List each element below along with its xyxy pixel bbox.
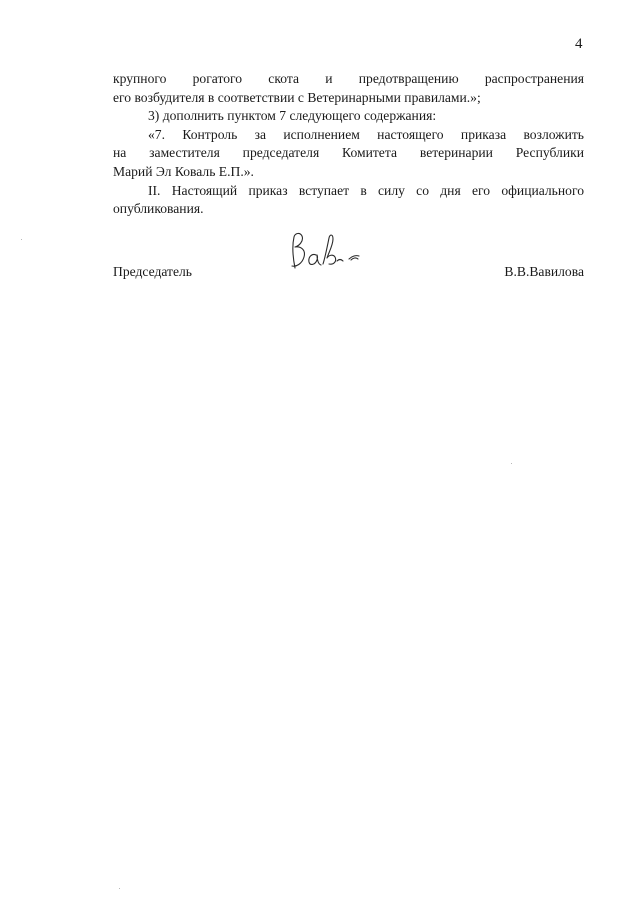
text-line: 3) дополнить пунктом 7 следующего содержания: [148, 108, 437, 124]
scan-speck [21, 239, 22, 240]
paragraph-item-3 [113, 107, 584, 126]
text-line: Марий Эл Коваль Е.П.». [113, 163, 254, 179]
handwritten-signature [283, 228, 373, 274]
paragraph-continuation [113, 70, 584, 107]
signatory-name: В.В.Вавилова [504, 264, 584, 279]
text-line: «7. Контроль за исполнением настоящего приказа возложить [148, 126, 584, 142]
scan-speck [511, 463, 512, 464]
signatory-title: Председатель [113, 264, 192, 279]
paragraph-clause-7 [113, 126, 584, 182]
text-line: его возбудителя в соответствии с Ветеринарными правилами.»; [113, 89, 481, 105]
paragraph-section-2 [113, 182, 584, 219]
text-line: на заместителя председателя Комитета ветеринарии Республики [113, 145, 584, 161]
document-body [113, 70, 584, 219]
page-number: 4 [575, 36, 583, 52]
text-line: крупного рогатого скота и предотвращению распространения [113, 71, 584, 86]
scan-speck [119, 888, 120, 889]
text-line: II. Настоящий приказ вступает в силу со дня его официального [148, 182, 584, 198]
text-line: опубликования. [113, 201, 204, 217]
